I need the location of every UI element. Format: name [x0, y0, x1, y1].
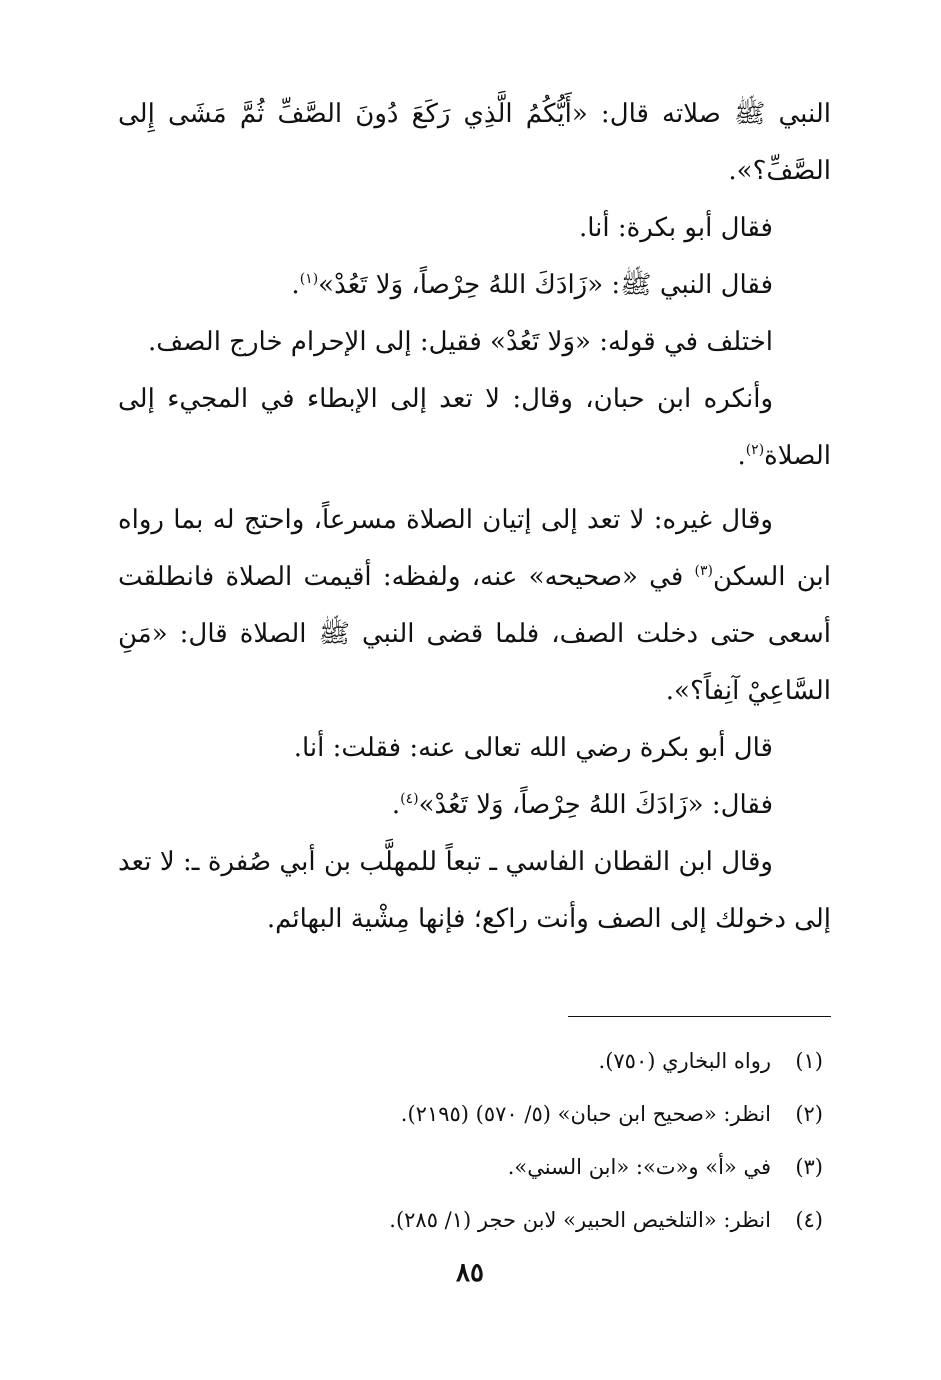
- paragraph: اختلف في قوله: «وَلا تَعُدْ» فقيل: إلى الإحرام خارج الصف.: [148, 327, 773, 357]
- paragraph: النبي ﷺ صلاته قال: «أَيُّكُمُ الَّذِي رَكَعَ دُونَ الصَّفِّ ثُمَّ مَشَى إِلى الصَّفِّ؟».: [118, 99, 831, 186]
- footnote-number: (٣): [795, 1155, 823, 1179]
- footnote-ref[interactable]: (٣): [694, 563, 713, 579]
- paragraph: فقال النبي ﷺ: «زَادَكَ اللهُ حِرْصاً، وَلا تَعُدْ»$^{(١)}$.: [291, 270, 773, 300]
- paragraph: وأنكره ابن حبان، وقال: لا تعد إلى الإبطاء في المجيء إلى الصلاة$^{(٢)}$.: [118, 384, 831, 471]
- paragraph: فقال أبو بكرة: أنا.: [578, 213, 773, 243]
- footnote-text: في «أ» و«ت»: «ابن السني».: [507, 1155, 771, 1179]
- footnote-number: (٤): [795, 1208, 823, 1232]
- page-number: ٨٥: [456, 1258, 484, 1288]
- paragraph: وقال ابن القطان الفاسي ـ تبعاً للمهلَّب بن أبي صُفرة ـ: لا تعد إلى دخولك إلى الصف وأنت راكع؛ فإنها مِشْية البهائم.: [118, 847, 831, 934]
- main-text: [118, 86, 831, 948]
- footnote-text: انظر: «صحيح ابن حبان» (٥/ ٥٧٠) (٢١٩٥).: [400, 1102, 771, 1126]
- footnote-ref[interactable]: (١): [299, 271, 319, 287]
- footnote-number: (١): [795, 1049, 823, 1073]
- footnote-text: رواه البخاري (٧٥٠).: [598, 1049, 771, 1073]
- footnote-number: (٢): [795, 1102, 823, 1126]
- paragraph: قال أبو بكرة رضي الله تعالى عنه: فقلت: أنا.: [293, 733, 773, 763]
- footnote-ref[interactable]: (٢): [745, 442, 765, 458]
- footnote-text: انظر: «التلخيص الحبير» لابن حجر (١/ ٢٨٥).: [389, 1208, 771, 1232]
- paragraph: فقال: «زَادَكَ اللهُ حِرْصاً، وَلا تَعُدْ»$^{(٤)}$.: [391, 790, 773, 820]
- footnote-ref[interactable]: (٤): [400, 791, 419, 807]
- paragraph: وقال غيره: لا تعد إلى إتيان الصلاة مسرعاً، واحتج له بما رواه ابن السكن$^{(٣)}$ في «صحيحه» عنه، ولفظه: أقيمت الصلاة فانطلقت أسعى حتى دخلت الصف، فلما قضى النبي ﷺ الصلاة قال: «مَنِ السَّاعِيْ آنِفاً؟».: [118, 505, 831, 706]
- footnote-item: [200, 1194, 831, 1247]
- footnote-divider: [568, 1016, 831, 1017]
- footnotes: [200, 1035, 831, 1247]
- footnote-item: [200, 1088, 831, 1141]
- footnote-item: [200, 1035, 831, 1088]
- footnote-item: [200, 1141, 831, 1194]
